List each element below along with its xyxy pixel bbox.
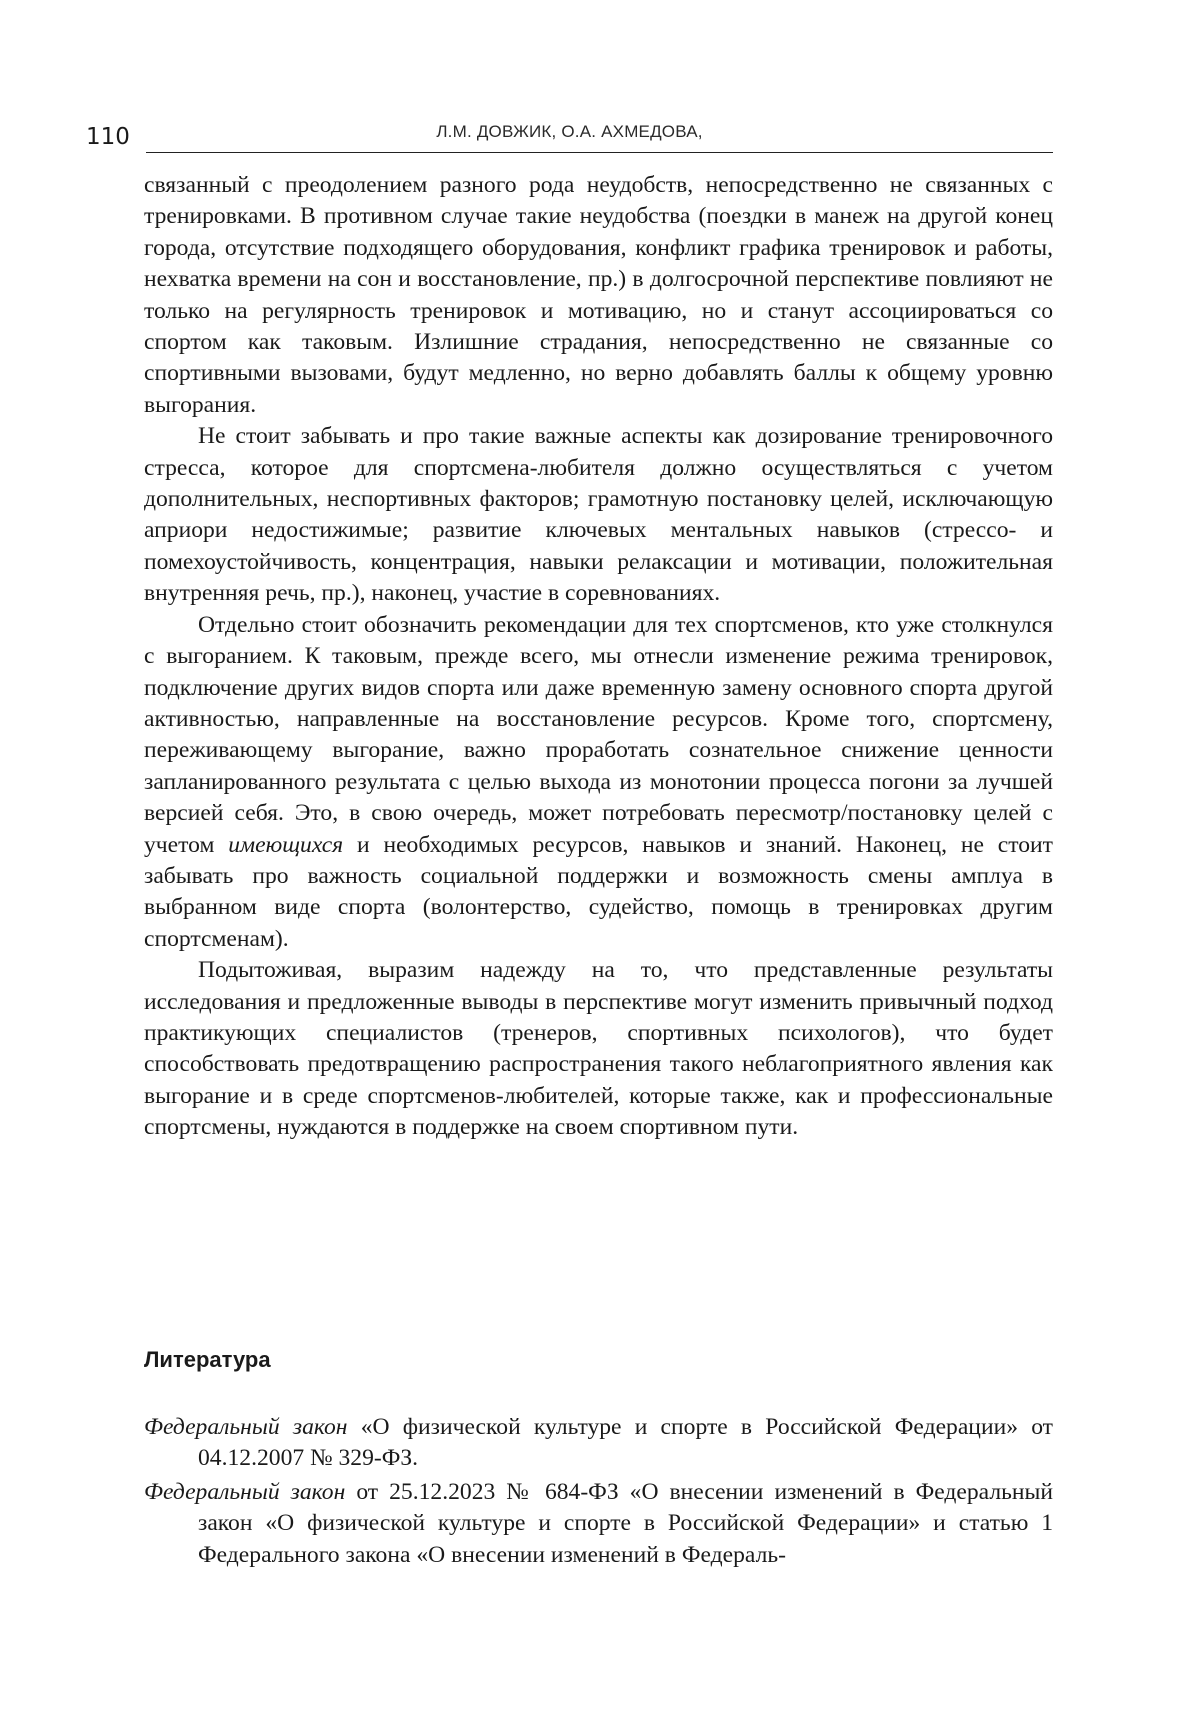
paragraph-3-part-2: и необходимых ресурсов, навыков и знаний. Наконец, не стоит забывать про важность социальной поддержки и возможность смены амплуа в выбранном виде спорта (волонтерство, судейство, помощь в тренировках другим спортсменам). <box>144 831 1053 952</box>
reference-item <box>144 1412 1053 1475</box>
reference-item <box>144 1477 1053 1571</box>
paragraph-4: Подытоживая, выразим надежду на то, что представленные результаты исследования и предложенные выводы в перспективе могут изменить привычный подход практикующих специалистов (тренеров, спортивных психологов), что будет способствовать предотвращению распространения такого неблагоприятного явления как выгорание и в среде спортсменов-любителей, которые также, как и профессиональные спортсмены, нуждаются в поддержке на своем спортивном пути. <box>144 957 1053 1141</box>
reference-list <box>144 1412 1053 1571</box>
paragraph-3-emphasis: имеющихся <box>228 831 344 858</box>
header-rule <box>146 152 1053 153</box>
running-head: Л.М. ДОВЖИК, О.А. АХМЕДОВА, <box>436 122 703 141</box>
paragraph-1: связанный с преодолением разного рода неудобств, непосредственно не связанных с тренировками. В противном случае такие неудобства (поездки в манеж на другой конец города, отсутствие подходящего оборудования, конфликт графика тренировок и работы, нехватка времени на сон и восстановление, пр.) в долгосрочной перспективе повлияют не только на регулярность тренировок и мотивацию, но и станут ассоциироваться со спортом как таковым. Излишние страдания, непосредственно не связанные со спортивными вызовами, будут медленно, но верно добавлять баллы к общему уровню выгорания. <box>144 172 1053 418</box>
paragraph-3-part-1: Отдельно стоит обозначить рекомендации для тех спортсменов, кто уже столкнулся с выгоранием. К таковым, прежде всего, мы отнесли изменение режима тренировок, подключение других видов спорта или даже временную замену основного спорта другой активностью, направленные на восстановление ресурсов. Кроме того, спортсмену, переживающему выгорание, важно проработать сознательное снижение ценности запланированного результата с целью выхода из монотонии процесса погони за лучшей версией себя. Это, в свою очередь, может потребовать пересмотр/постановку целей с учетом <box>144 611 1053 858</box>
reference-1-law-title: Федеральный закон <box>144 1414 348 1440</box>
reference-2-law-title: Федеральный закон <box>144 1478 346 1505</box>
reference-2-text: от 25.12.2023 № 684-ФЗ «О внесении изменений в Федеральный закон «О физической культуре и спорте в Российской Федерации» и статью 1 Федерального закона «О внесении изменений в Федераль- <box>198 1478 1053 1568</box>
page-number: 110 <box>86 124 130 150</box>
page-header <box>86 112 1053 156</box>
paragraph-2: Не стоит забывать и про такие важные аспекты как дозирование тренировочного стресса, которое для спортсмена-любителя должно осуществляться с учетом дополнительных, неспортивных факторов; грамотную постановку целей, исключающую априори недостижимые; развитие ключевых ментальных навыков (стрессо- и помехоустойчивость, концентрация, навыки релаксации и мотивации, положительная внутренняя речь, пр.), наконец, участие в соревнованиях. <box>144 423 1053 607</box>
reference-1-text: «О физической культуре и спорте в Российской Федерации» от 04.12.2007 № 329-ФЗ. <box>198 1414 1053 1472</box>
literature-heading: Литература <box>144 1347 271 1372</box>
paragraph-3 <box>144 610 1053 955</box>
body-text <box>144 170 1053 1144</box>
